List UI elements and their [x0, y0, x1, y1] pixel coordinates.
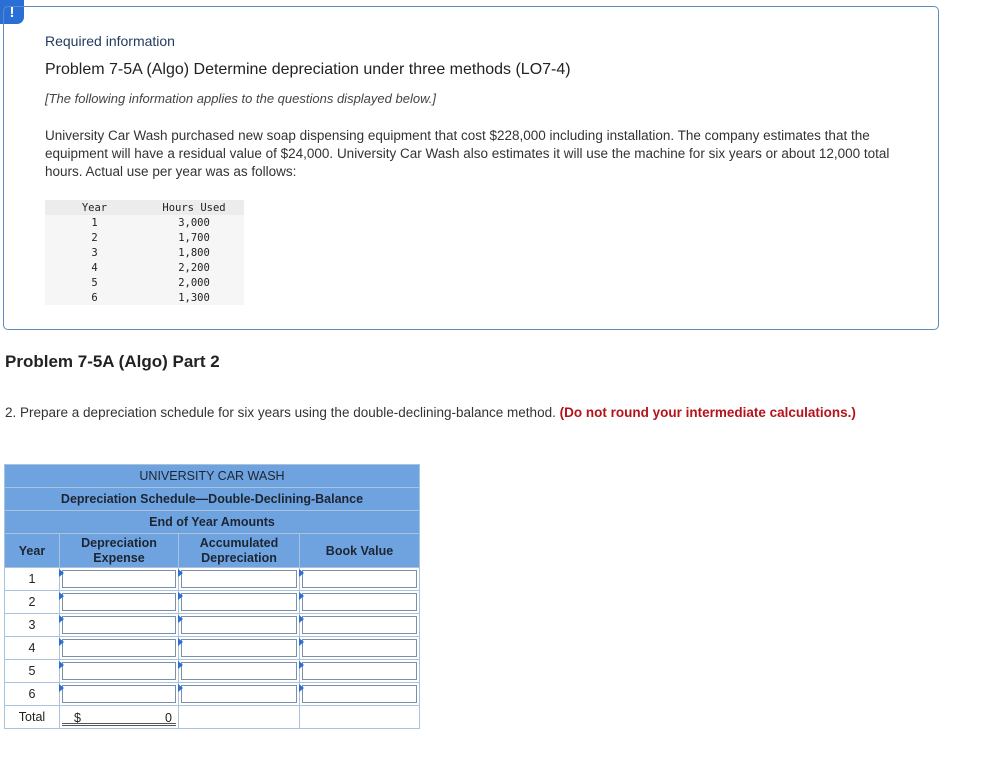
triangle-marker-icon [59, 569, 64, 577]
hours-table-header-year: Year [45, 200, 144, 215]
triangle-marker-icon [299, 661, 304, 669]
instruction-note: (Do not round your intermediate calculations.) [559, 405, 856, 420]
accumulated-input-year-6[interactable] [179, 683, 300, 706]
year-cell: 6 [5, 683, 60, 706]
table-row [5, 568, 420, 591]
part-instruction [5, 404, 905, 422]
depreciation-schedule-table [4, 464, 420, 729]
year-cell: 1 [5, 568, 60, 591]
applies-note: [The following information applies to the questions displayed below.] [45, 91, 436, 106]
hours-year-cell: 5 [45, 275, 144, 290]
triangle-marker-icon [178, 661, 183, 669]
depreciation-input-year-1[interactable] [60, 568, 179, 591]
accumulated-input-year-2[interactable] [179, 591, 300, 614]
table-row [5, 591, 420, 614]
book-value-input-year-1[interactable] [300, 568, 420, 591]
table-row [45, 215, 244, 230]
table-row [5, 614, 420, 637]
triangle-marker-icon [59, 615, 64, 623]
year-cell: 2 [5, 591, 60, 614]
schedule-company: UNIVERSITY CAR WASH [5, 465, 420, 488]
year-cell: 4 [5, 637, 60, 660]
required-info-label: Required information [45, 33, 175, 49]
depreciation-input-year-4[interactable] [60, 637, 179, 660]
problem-description: University Car Wash purchased new soap dispensing equipment that cost $228,000 including installation. The company estimates that the equipment will have a residual value of $24,000. University Car Wash also estimates it will use the machine for six years or about 12,000 total hours. Actual use per year was as follows: [45, 128, 890, 179]
hours-year-cell: 4 [45, 260, 144, 275]
col-header-year: Year [5, 534, 60, 568]
hours-value-cell: 2,200 [144, 260, 244, 275]
total-label: Total [5, 706, 60, 729]
triangle-marker-icon [59, 661, 64, 669]
triangle-marker-icon [59, 638, 64, 646]
table-row [5, 660, 420, 683]
total-row [5, 706, 420, 729]
triangle-marker-icon [59, 592, 64, 600]
table-row [5, 637, 420, 660]
part-title: Problem 7-5A (Algo) Part 2 [5, 352, 220, 371]
triangle-marker-icon [299, 684, 304, 692]
book-value-input-year-2[interactable] [300, 591, 420, 614]
depreciation-input-year-2[interactable] [60, 591, 179, 614]
table-row [45, 245, 244, 260]
instruction-text: 2. Prepare a depreciation schedule for six years using the double-declining-balance method. [5, 405, 556, 420]
table-row [5, 683, 420, 706]
hours-table-header-hours: Hours Used [144, 200, 244, 215]
total-depreciation-amount: 0 [165, 711, 172, 725]
hours-year-cell: 3 [45, 245, 144, 260]
hours-year-cell: 2 [45, 230, 144, 245]
book-value-input-year-6[interactable] [300, 683, 420, 706]
col-header-depreciation: Depreciation Expense [60, 534, 179, 568]
alert-icon: ! [0, 0, 24, 24]
year-cell: 5 [5, 660, 60, 683]
schedule-title: Depreciation Schedule—Double-Declining-Balance [5, 488, 420, 511]
accumulated-input-year-4[interactable] [179, 637, 300, 660]
table-row [45, 260, 244, 275]
hours-year-cell: 6 [45, 290, 144, 305]
accumulated-input-year-3[interactable] [179, 614, 300, 637]
triangle-marker-icon [178, 684, 183, 692]
triangle-marker-icon [299, 592, 304, 600]
schedule-subtitle: End of Year Amounts [5, 511, 420, 534]
book-value-input-year-5[interactable] [300, 660, 420, 683]
currency-symbol: $ [74, 711, 81, 725]
triangle-marker-icon [59, 684, 64, 692]
book-value-input-year-4[interactable] [300, 637, 420, 660]
hours-value-cell: 1,700 [144, 230, 244, 245]
triangle-marker-icon [299, 638, 304, 646]
triangle-marker-icon [178, 592, 183, 600]
triangle-marker-icon [178, 569, 183, 577]
hours-value-cell: 1,300 [144, 290, 244, 305]
hours-value-cell: 3,000 [144, 215, 244, 230]
col-header-book-value: Book Value [300, 534, 420, 568]
triangle-marker-icon [178, 638, 183, 646]
hours-value-cell: 2,000 [144, 275, 244, 290]
year-cell: 3 [5, 614, 60, 637]
hours-year-cell: 1 [45, 215, 144, 230]
depreciation-input-year-6[interactable] [60, 683, 179, 706]
triangle-marker-icon [178, 615, 183, 623]
table-row [45, 290, 244, 305]
col-header-accumulated: Accumulated Depreciation [179, 534, 300, 568]
problem-title: Problem 7-5A (Algo) Determine depreciation under three methods (LO7-4) [45, 61, 571, 78]
hours-value-cell: 1,800 [144, 245, 244, 260]
depreciation-input-year-5[interactable] [60, 660, 179, 683]
triangle-marker-icon [299, 615, 304, 623]
triangle-marker-icon [299, 569, 304, 577]
depreciation-input-year-3[interactable] [60, 614, 179, 637]
accumulated-input-year-5[interactable] [179, 660, 300, 683]
total-depreciation-value [60, 706, 179, 729]
hours-used-table [45, 200, 244, 305]
accumulated-input-year-1[interactable] [179, 568, 300, 591]
total-accumulated-blank [179, 706, 300, 729]
table-row [45, 275, 244, 290]
book-value-input-year-3[interactable] [300, 614, 420, 637]
table-row [45, 230, 244, 245]
total-book-value-blank [300, 706, 420, 729]
